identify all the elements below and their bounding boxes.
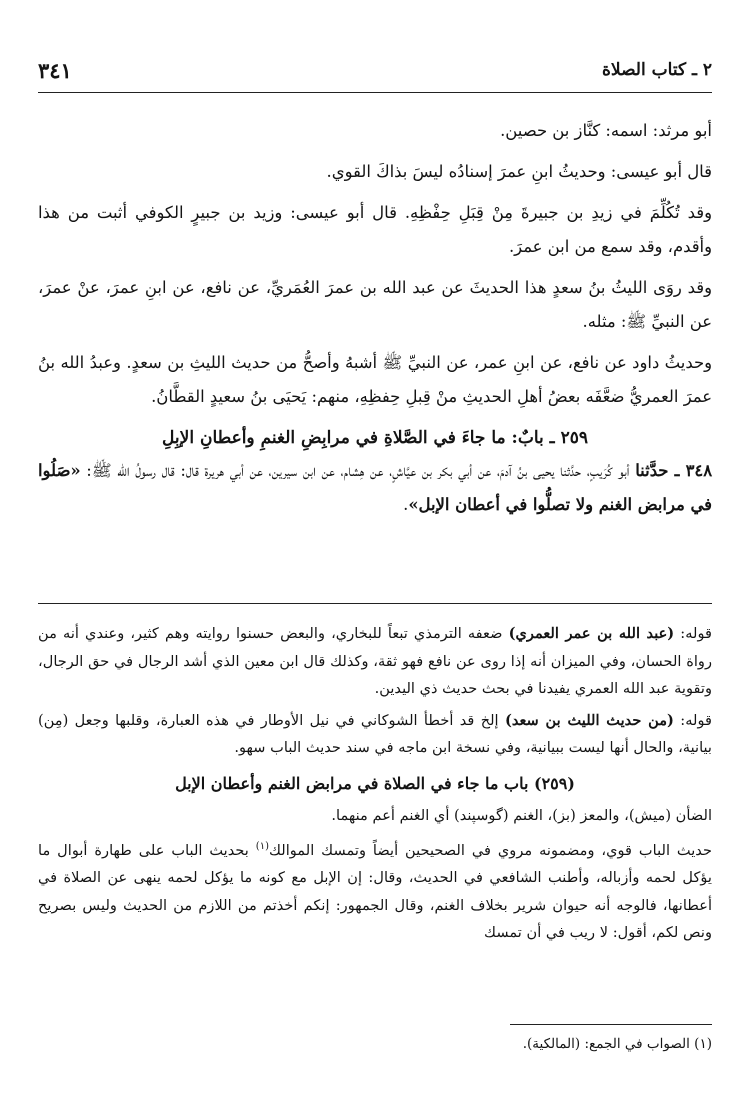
commentary-body: بحديث الباب على طهارة أبوال ما يؤكل لحمه وأزباله، وأطنب الشافعي في الحديث، وقال: إن الإبل مع كونه ما يؤكل لحمه ينهى عن الصلاة في أعطانها، فالوجه أنه حيوان شرير بخلاف الغنم، وقال الجمهور: إنكم أخذتم من اللازم من الحديث وليس بصريح ونص لكم، أقول: لا ريب في أن تمسك [38,841,712,942]
page-header [38,56,712,86]
hadith-end: . [403,495,409,514]
hadith-chain: أبو كُرَيبٍ، حدَّثنا يحيى بنُ آدمَ، عن أبي بكر بن عيَّاشٍ، عن هِشام، عن ابن سيرين، عن أبي هريرة قال: قال رسولُ الله ﷺ: [80,461,636,480]
commentary-definitions: الضأن (ميش)، والمعز (بز)، الغنم (گوسپند) أي الغنم أعم منهما. [331,806,712,824]
commentary-umari [38,620,712,703]
commentary-lemma: (من حديث الليث بن سعد) [504,711,674,729]
chapter-heading: ٢٥٩ ـ بابٌ: ما جاءَ في الصَّلاةِ في مرابِضِ الغنمِ وأعطانِ الإبِلِ [162,428,588,448]
commentary-body: حديث الباب قوي، ومضمونه مروي في الصحيحين أيضاً وتمسك الموالك [268,841,712,859]
commentary-chapter-heading: (٢٥٩) باب ما جاء في الصلاة في مرابض الغنم وأعطان الإبل [175,773,575,793]
commentary-layth [38,707,712,762]
commentary-body: إلخ قد أخطأ الشوكاني في نيل الأوطار في هذه العبارة، وقلبها وجعل (مِن) بيانية، والحال أنها ليست ببيانية، وفي نسخة ابن ماجه في سند حديث الباب سهو. [38,711,712,756]
commentary-lemma: (عبد الله بن عمر العمري) [508,625,675,642]
paragraph-zayd-bin-jubayra: وقد تُكُلِّمَ في زيدِ بن جبيرةَ مِنْ قِبَلِ حِفْظِهِ. قال أبو عيسى: وزيد بن جبيرٍ الكوفي أثبت من هذا وأقدم، وقد سمع من ابن عمرَ. [38,203,712,256]
commentary-lead: قوله: [673,711,712,729]
footnote: (١) الصواب في الجمع: (المالكية). [522,1036,712,1052]
commentary-discussion [38,833,712,947]
commentary [38,620,712,947]
paragraph-dawud-narration: وحديثُ داود عن نافع، عن ابنِ عمر، عن النبيِّ ﷺ أشبهُ وأصحُّ من حديث الليثِ بن سعدٍ. وعبدُ الله بنُ عمرَ العمريُّ ضعَّفَه بعضُ أهلِ الحديثِ منْ قِبلِ حِفظِهِ، منهم: يَحيَى بنُ سعيدٍ القطَّانُ. [38,353,712,406]
commentary-divider [38,603,712,604]
paragraph-abu-marthad: أبو مرثد: اسمه: كنَّاز بن حصين. [500,121,712,140]
page-number: ٣٤١ [38,58,72,83]
footnote-ref[interactable]: (١) [255,841,269,852]
paragraph-isnad-judgment: قال أبو عيسى: وحديثُ ابنِ عمرَ إسنادُه ليسَ بذاكَ القوي. [326,162,712,181]
commentary-body: ضعفه الترمذي تبعاً للبخاري، والبعض حسنوا روايته وهم كثير، وعندي أنه من رواة الحسان، وفي الميزان أنه إذا روى عن نافع فهو ثقة، وكذلك قال ابن معين الذي أشد الرجال في حق الرجال، وتقوية عبد الله العمري يفيدنا في بحث حديث ذي اليدين. [38,625,712,697]
footnote-rule [510,1024,712,1025]
hadith-matn: «صَلُوا في مرابض الغنم ولا تصلُّوا في أعطان الإبل» [38,461,712,514]
header-rule [38,92,712,93]
paragraph-layth-narration: وقد روَى الليثُ بنُ سعدٍ هذا الحديثَ عن عبد الله بن عمرَ العُمَريِّ، عن نافع، عن ابنِ عمرَ، عنْ عمرَ، عن النبيِّ ﷺ: مثله. [38,278,712,331]
main-text [38,114,712,522]
hadith-number: ٣٤٨ ـ حدَّثنا [635,461,713,480]
running-title: ٢ ـ كتاب الصلاة [602,60,712,80]
hadith-348 [38,454,712,522]
commentary-lead: قوله: [674,625,713,642]
